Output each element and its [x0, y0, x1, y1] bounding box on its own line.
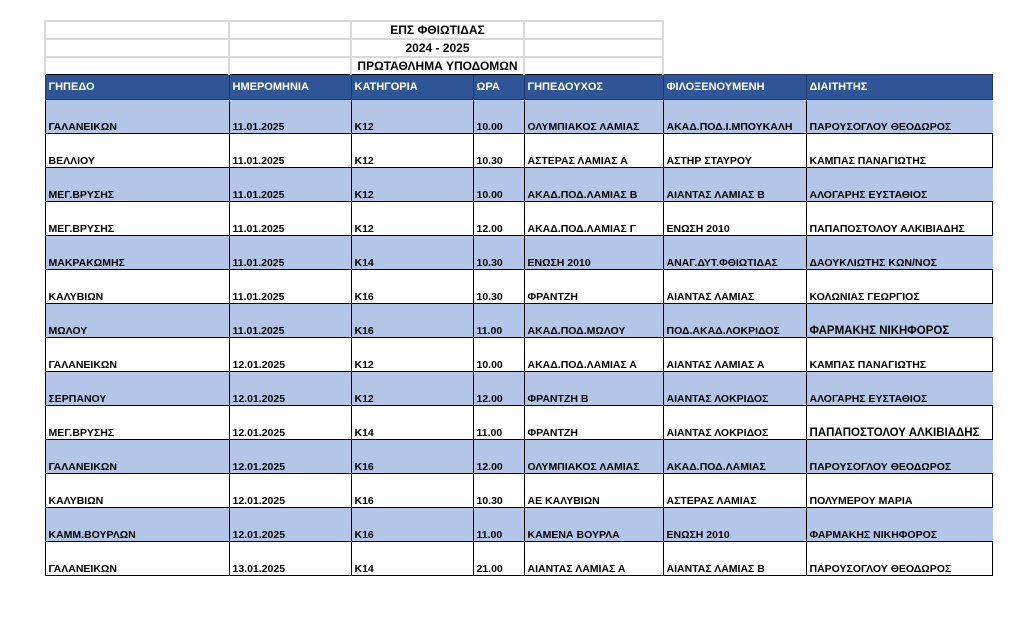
- cell-category: Κ14: [351, 236, 473, 270]
- cell-time: 10.00: [473, 100, 524, 134]
- cell-date: 13.01.2025: [229, 542, 351, 576]
- table-row: [45, 168, 992, 202]
- cell-home-team: ΟΛΥΜΠΙΑΚΟΣ ΛΑΜΙΑΣ: [524, 440, 663, 474]
- cell-stadium: ΚΑΜΜ.ΒΟΥΡΛΩΝ: [45, 508, 229, 542]
- cell-stadium: ΜΕΓ.ΒΡΥΣΗΣ: [45, 202, 229, 236]
- cell-stadium: ΚΑΛΥΒΙΩΝ: [45, 270, 229, 304]
- cell-category: Κ16: [351, 440, 473, 474]
- cell-stadium: ΜΩΛΟΥ: [45, 304, 229, 338]
- table-row: [45, 508, 992, 542]
- cell-home-team: ΑΚΑΔ.ΠΟΔ.ΛΑΜΙΑΣ Γ: [524, 202, 663, 236]
- cell-away-team: ΑΣΤΕΡΑΣ ΛΑΜΙΑΣ: [663, 474, 806, 508]
- cell-referee: ΠΑΡΟΥΣΟΓΛΟΥ ΘΕΟΔΩΡΟΣ: [806, 440, 992, 474]
- cell-away-team: ΑΙΑΝΤΑΣ ΛΑΜΙΑΣ Β: [663, 542, 806, 576]
- cell-home-team: ΑΚΑΔ.ΠΟΔ.ΛΑΜΙΑΣ Β: [524, 168, 663, 202]
- cell-category: Κ16: [351, 270, 473, 304]
- cell-referee: ΦΑΡΜΑΚΗΣ ΝΙΚΗΦΟΡΟΣ: [806, 508, 992, 542]
- cell-away-team: ΑΚΑΔ.ΠΟΔ.ΛΑΜΙΑΣ: [663, 440, 806, 474]
- table-row: [45, 134, 992, 168]
- cell-stadium: ΓΑΛΑΝΕΙΚΩΝ: [45, 542, 229, 576]
- table-row: [45, 100, 992, 134]
- column-header-time: ΩΡΑ: [473, 75, 524, 100]
- cell-stadium: ΓΑΛΑΝΕΙΚΩΝ: [45, 440, 229, 474]
- cell-home-team: ΑΚΑΔ.ΠΟΔ.ΜΩΛΟΥ: [524, 304, 663, 338]
- cell-category: Κ12: [351, 134, 473, 168]
- cell-away-team: ΑΣΤΗΡ ΣΤΑΥΡΟΥ: [663, 134, 806, 168]
- cell-home-team: ΕΝΩΣΗ 2010: [524, 236, 663, 270]
- cell-category: Κ12: [351, 168, 473, 202]
- cell-time: 11.00: [473, 406, 524, 440]
- cell-time: 12.00: [473, 440, 524, 474]
- title-row-1: [45, 21, 992, 39]
- table-row: [45, 202, 992, 236]
- cell-referee: ΚΑΜΠΑΣ ΠΑΝΑΓΙΩΤΗΣ: [806, 134, 992, 168]
- table-row: [45, 304, 992, 338]
- cell-date: 12.01.2025: [229, 338, 351, 372]
- table-row: [45, 440, 992, 474]
- cell-away-team: ΑΙΑΝΤΑΣ ΛΑΜΙΑΣ Β: [663, 168, 806, 202]
- cell-home-team: ΦΡΑΝΤΖΗ: [524, 406, 663, 440]
- cell-time: 10.00: [473, 338, 524, 372]
- column-header-away-team: ΦΙΛΟΞΕΝΟΥΜΕΝΗ: [663, 75, 806, 100]
- title-row-2: [45, 39, 992, 57]
- cell-referee: ΚΑΜΠΑΣ ΠΑΝΑΓΙΩΤΗΣ: [806, 338, 992, 372]
- cell-date: 12.01.2025: [229, 508, 351, 542]
- cell-date: 11.01.2025: [229, 304, 351, 338]
- cell-time: 10.30: [473, 236, 524, 270]
- cell-referee: ΠΑΠΑΠΟΣΤΟΛΟΥ ΑΛΚΙΒΙΑΔΗΣ: [806, 406, 992, 440]
- cell-category: Κ14: [351, 542, 473, 576]
- schedule-sheet: [44, 20, 993, 576]
- table-row: [45, 474, 992, 508]
- table-row: [45, 338, 992, 372]
- cell-away-team: ΑΙΑΝΤΑΣ ΛΟΚΡΙΔΟΣ: [663, 372, 806, 406]
- cell-time: 10.30: [473, 474, 524, 508]
- cell-category: Κ16: [351, 474, 473, 508]
- table-row: [45, 542, 992, 576]
- cell-away-team: ΕΝΩΣΗ 2010: [663, 508, 806, 542]
- cell-date: 11.01.2025: [229, 168, 351, 202]
- cell-category: Κ14: [351, 406, 473, 440]
- cell-time: 10.30: [473, 270, 524, 304]
- match-rows: [45, 100, 992, 576]
- column-header-home-team: ΓΗΠΕΔΟΥΧΟΣ: [524, 75, 663, 100]
- cell-away-team: ΑΙΑΝΤΑΣ ΛΑΜΙΑΣ Α: [663, 338, 806, 372]
- championship-title: ΠΡΩΤΑΘΛΗΜΑ ΥΠΟΔΟΜΩΝ: [351, 57, 524, 75]
- cell-referee: ΠΑΡΟΥΣΟΓΛΟΥ ΘΕΟΔΩΡΟΣ: [806, 542, 992, 576]
- cell-home-team: ΦΡΑΝΤΖΗ Β: [524, 372, 663, 406]
- cell-date: 12.01.2025: [229, 406, 351, 440]
- column-header-date: ΗΜΕΡΟΜΗΝΙΑ: [229, 75, 351, 100]
- cell-stadium: ΜΕΓ.ΒΡΥΣΗΣ: [45, 168, 229, 202]
- cell-home-team: ΑΣΤΕΡΑΣ ΛΑΜΙΑΣ Α: [524, 134, 663, 168]
- cell-date: 11.01.2025: [229, 202, 351, 236]
- column-header-category: ΚΑΤΗΓΟΡΙΑ: [351, 75, 473, 100]
- cell-stadium: ΓΑΛΑΝΕΙΚΩΝ: [45, 338, 229, 372]
- cell-referee: ΑΛΟΓΑΡΗΣ ΕΥΣΤΑΘΙΟΣ: [806, 168, 992, 202]
- cell-time: 21.00: [473, 542, 524, 576]
- cell-stadium: ΣΕΡΠΑΝΟΥ: [45, 372, 229, 406]
- cell-stadium: ΒΕΛΛΙΟΥ: [45, 134, 229, 168]
- cell-home-team: ΚΑΜΕΝΑ ΒΟΥΡΛΑ: [524, 508, 663, 542]
- cell-referee: ΔΑΟΥΚΛΙΩΤΗΣ ΚΩΝ/ΝΟΣ: [806, 236, 992, 270]
- cell-category: Κ16: [351, 304, 473, 338]
- cell-referee: ΠΑΡΟΥΣΟΓΛΟΥ ΘΕΟΔΩΡΟΣ: [806, 100, 992, 134]
- table-row: [45, 406, 992, 440]
- column-header-row: [45, 75, 992, 100]
- season-title: 2024 - 2025: [351, 39, 524, 57]
- cell-category: Κ12: [351, 202, 473, 236]
- table-row: [45, 372, 992, 406]
- cell-date: 11.01.2025: [229, 236, 351, 270]
- cell-time: 11.00: [473, 508, 524, 542]
- cell-referee: ΠΑΠΑΠΟΣΤΟΛΟΥ ΑΛΚΙΒΙΑΔΗΣ: [806, 202, 992, 236]
- cell-date: 11.01.2025: [229, 270, 351, 304]
- cell-time: 12.00: [473, 202, 524, 236]
- cell-date: 12.01.2025: [229, 372, 351, 406]
- cell-date: 12.01.2025: [229, 440, 351, 474]
- column-header-stadium: ΓΗΠΕΔΟ: [45, 75, 229, 100]
- cell-stadium: ΜΕΓ.ΒΡΥΣΗΣ: [45, 406, 229, 440]
- cell-referee: ΚΟΛΩΝΙΑΣ ΓΕΩΡΓΙΟΣ: [806, 270, 992, 304]
- cell-away-team: ΑΝΑΓ.ΔΥΤ.ΦΘΙΩΤΙΔΑΣ: [663, 236, 806, 270]
- cell-time: 11.00: [473, 304, 524, 338]
- cell-home-team: ΟΛΥΜΠΙΑΚΟΣ ΛΑΜΙΑΣ: [524, 100, 663, 134]
- cell-home-team: ΑΚΑΔ.ΠΟΔ.ΛΑΜΙΑΣ Α: [524, 338, 663, 372]
- cell-referee: ΦΑΡΜΑΚΗΣ ΝΙΚΗΦΟΡΟΣ: [806, 304, 992, 338]
- table-row: [45, 270, 992, 304]
- cell-home-team: ΦΡΑΝΤΖΗ: [524, 270, 663, 304]
- cell-home-team: ΑΕ ΚΑΛΥΒΙΩΝ: [524, 474, 663, 508]
- table-row: [45, 236, 992, 270]
- cell-category: Κ12: [351, 372, 473, 406]
- cell-date: 11.01.2025: [229, 100, 351, 134]
- cell-category: Κ12: [351, 100, 473, 134]
- cell-time: 10.00: [473, 168, 524, 202]
- cell-stadium: ΚΑΛΥΒΙΩΝ: [45, 474, 229, 508]
- cell-away-team: ΑΚΑΔ.ΠΟΔ.Ι.ΜΠΟΥΚΑΛΗ: [663, 100, 806, 134]
- cell-away-team: ΠΟΔ.ΑΚΑΔ.ΛΟΚΡΙΔΟΣ: [663, 304, 806, 338]
- cell-away-team: ΕΝΩΣΗ 2010: [663, 202, 806, 236]
- cell-category: Κ16: [351, 508, 473, 542]
- cell-home-team: ΑΙΑΝΤΑΣ ΛΑΜΙΑΣ Α: [524, 542, 663, 576]
- cell-referee: ΑΛΟΓΑΡΗΣ ΕΥΣΤΑΘΙΟΣ: [806, 372, 992, 406]
- cell-time: 12.00: [473, 372, 524, 406]
- cell-stadium: ΜΑΚΡΑΚΩΜΗΣ: [45, 236, 229, 270]
- cell-time: 10.30: [473, 134, 524, 168]
- cell-date: 12.01.2025: [229, 474, 351, 508]
- column-header-referee: ΔΙΑΙΤΗΤΗΣ: [806, 75, 992, 100]
- cell-date: 11.01.2025: [229, 134, 351, 168]
- cell-away-team: ΑΙΑΝΤΑΣ ΛΟΚΡΙΔΟΣ: [663, 406, 806, 440]
- cell-away-team: ΑΙΑΝΤΑΣ ΛΑΜΙΑΣ: [663, 270, 806, 304]
- title-row-3: [45, 57, 992, 75]
- federation-title: ΕΠΣ ΦΘΙΩΤΙΔΑΣ: [351, 21, 524, 39]
- cell-category: Κ12: [351, 338, 473, 372]
- cell-stadium: ΓΑΛΑΝΕΙΚΩΝ: [45, 100, 229, 134]
- cell-referee: ΠΟΛΥΜΕΡΟΥ ΜΑΡΙΑ: [806, 474, 992, 508]
